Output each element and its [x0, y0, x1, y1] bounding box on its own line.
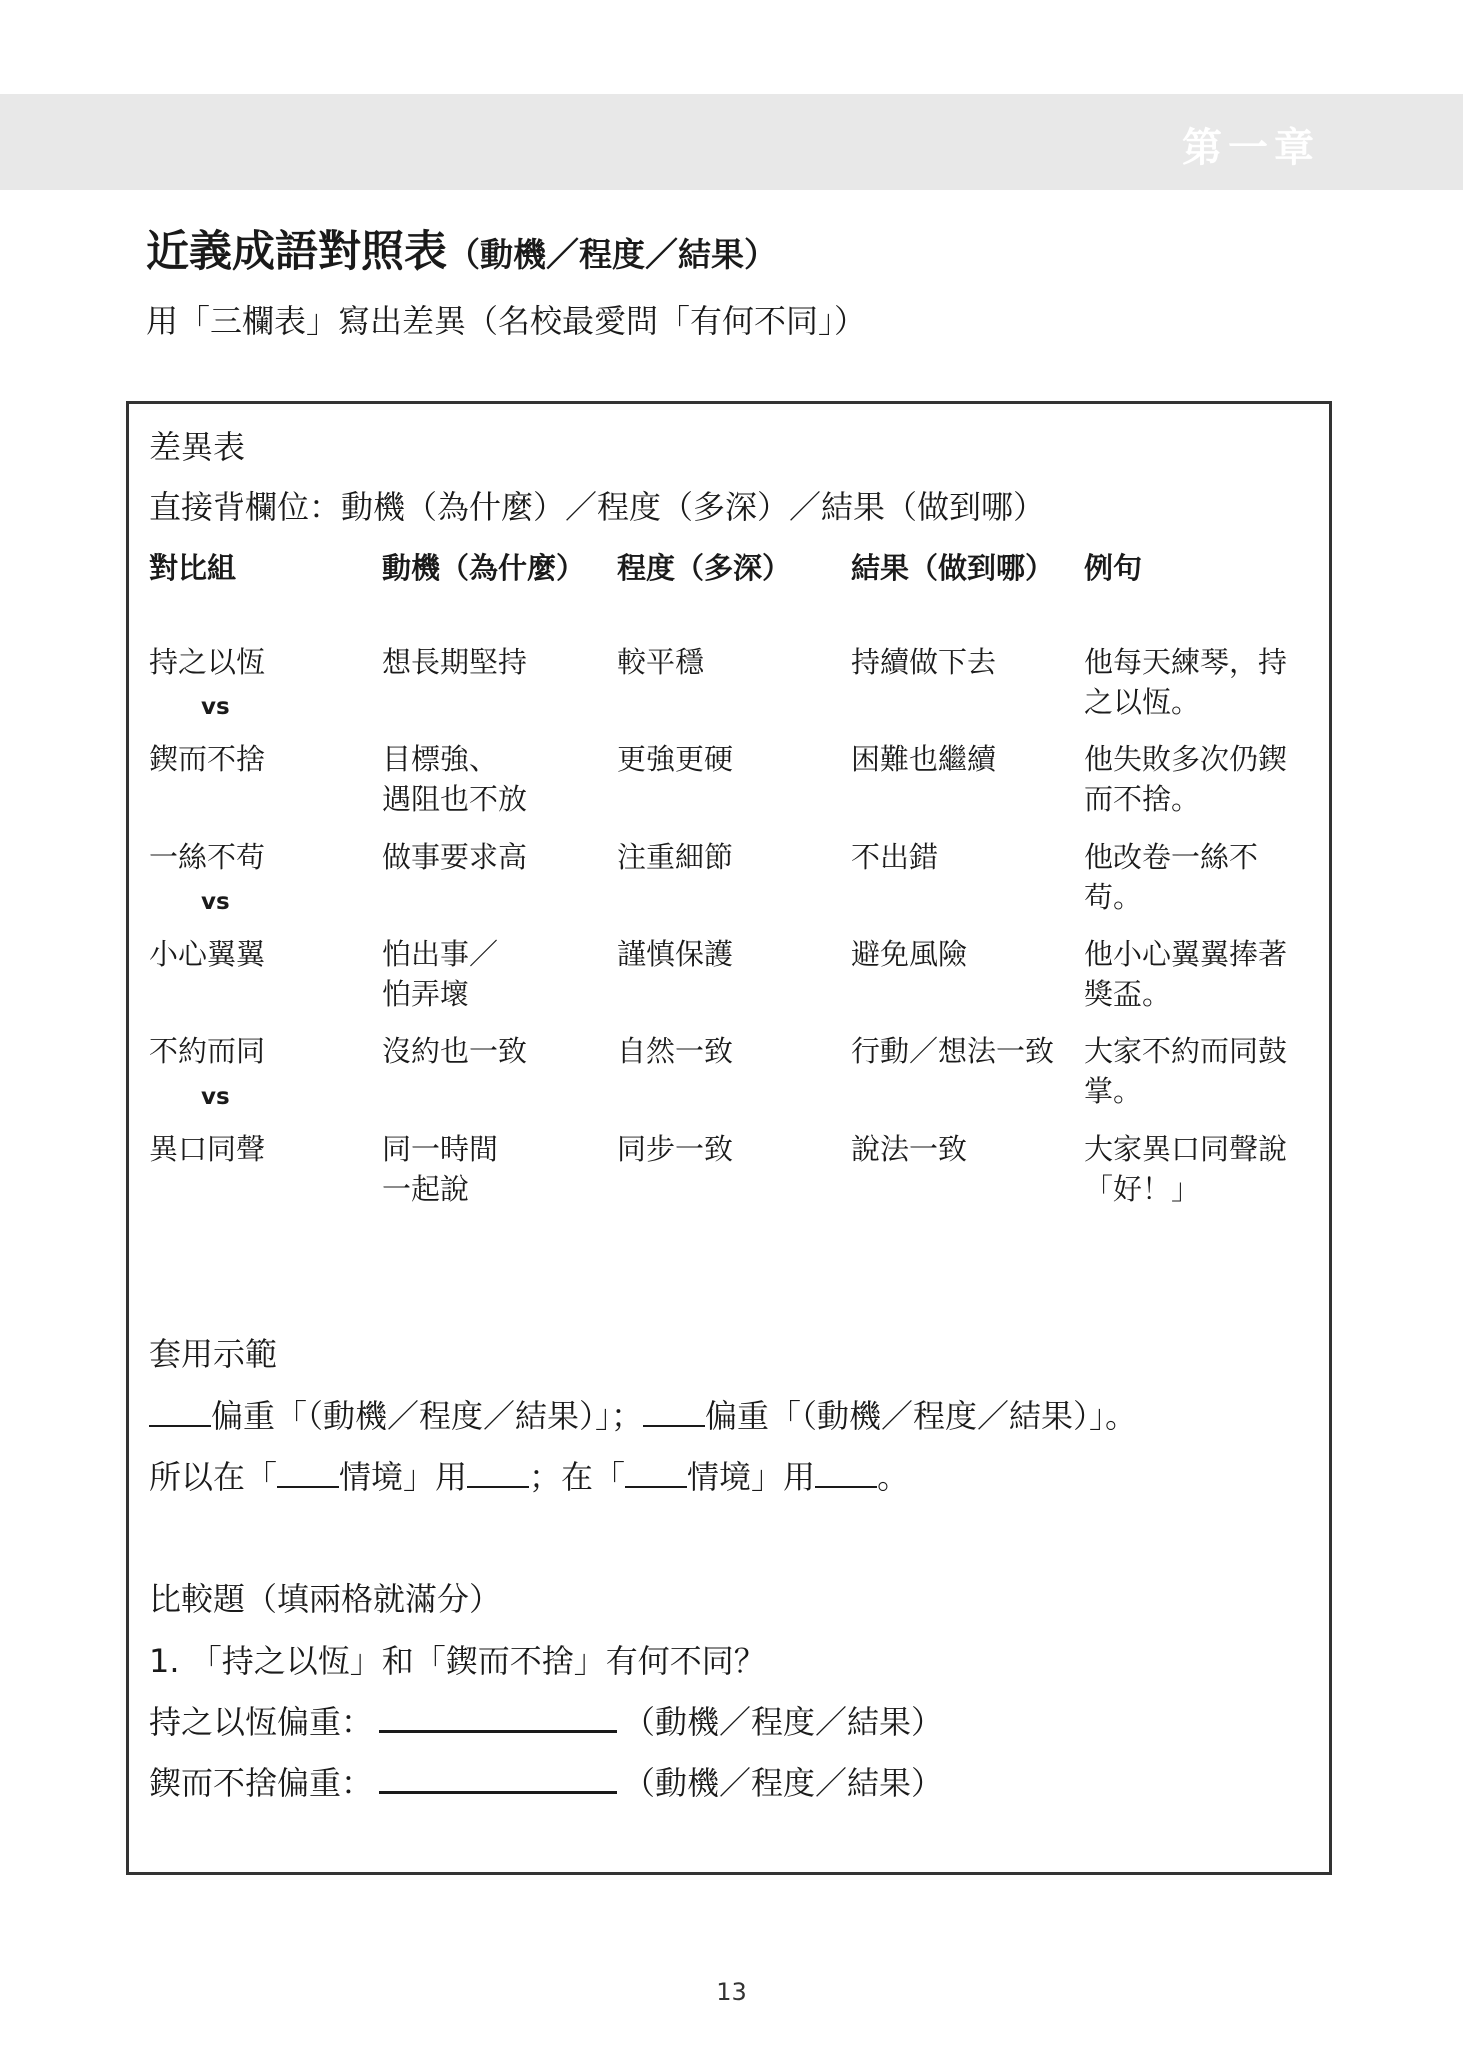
blank-line[interactable]: [625, 1456, 687, 1488]
demo-heading: 套用示範: [149, 1335, 278, 1373]
chapter-header-band: [0, 94, 1463, 190]
demo-line-1: [149, 1391, 1137, 1437]
column-header-example: 例句: [1084, 551, 1143, 585]
vs-label: vs: [201, 889, 230, 915]
row-example: 他失敗多次仍鍥 而不捨。: [1084, 742, 1288, 816]
demo-text: 情境」用: [339, 1458, 468, 1496]
compare-question: 1. 「持之以恆」和「鍥而不捨」有何不同？: [149, 1642, 766, 1680]
row-degree: 同步一致: [617, 1132, 734, 1166]
demo-text: 情境」用: [687, 1458, 816, 1496]
row-idiom: 異口同聲: [149, 1132, 266, 1166]
row-result: 持續做下去: [851, 645, 997, 679]
instruction-text: 直接背欄位：動機（為什麼）／程度（多深）／結果（做到哪）: [149, 488, 1046, 526]
row-motive: 做事要求高: [382, 840, 528, 874]
answer-label: 鍥而不捨偏重：: [149, 1764, 374, 1802]
vs-label: vs: [201, 694, 230, 720]
row-result: 避免風險: [851, 937, 968, 971]
column-header-result: 結果（做到哪）: [851, 551, 1055, 585]
row-degree: 自然一致: [617, 1034, 734, 1068]
blank-line[interactable]: [467, 1456, 529, 1488]
row-motive: 目標強、 遇阻也不放: [382, 742, 528, 816]
chapter-label: 第一章: [1182, 125, 1320, 171]
page-number: 13: [716, 1978, 747, 2006]
page-title-sub: （動機／程度／結果）: [447, 235, 777, 274]
row-example: 他改卷一絲不 苟。: [1084, 840, 1259, 914]
page-title-main: 近義成語對照表: [146, 227, 447, 277]
row-idiom: 鍥而不捨: [149, 742, 266, 776]
demo-text: 。: [877, 1458, 910, 1496]
row-idiom: 一絲不苟: [149, 840, 266, 874]
row-example: 他每天練琴，持 之以恆。: [1084, 645, 1288, 719]
blank-line[interactable]: [815, 1456, 877, 1488]
row-result: 說法一致: [851, 1132, 968, 1166]
row-motive: 想長期堅持: [382, 645, 528, 679]
row-example: 他小心翼翼捧著 獎盃。: [1084, 937, 1288, 1011]
row-degree: 注重細節: [617, 840, 734, 874]
blank-line[interactable]: [643, 1395, 705, 1427]
row-degree: 謹慎保護: [617, 937, 734, 971]
answer-options: （動機／程度／結果）: [623, 1703, 944, 1741]
demo-line-2: [149, 1452, 909, 1498]
row-result: 行動／想法一致: [851, 1034, 1055, 1068]
row-motive: 怕出事／ 怕弄壞: [382, 937, 499, 1011]
row-idiom: 持之以恆: [149, 645, 266, 679]
answer-line-2: [149, 1758, 943, 1804]
answer-field[interactable]: [379, 1761, 617, 1794]
blank-line[interactable]: [277, 1456, 339, 1488]
row-degree: 更強更硬: [617, 742, 734, 776]
row-idiom: 不約而同: [149, 1034, 266, 1068]
column-header-pair: 對比組: [149, 551, 237, 585]
row-example: 大家不約而同鼓 掌。: [1084, 1034, 1288, 1108]
answer-field[interactable]: [379, 1700, 617, 1733]
row-result: 困難也繼續: [851, 742, 997, 776]
demo-text: ；在「: [529, 1458, 626, 1496]
difference-table-box: [126, 401, 1332, 1875]
row-degree: 較平穩: [617, 645, 705, 679]
demo-text: 所以在「: [149, 1458, 278, 1496]
row-idiom: 小心翼翼: [149, 937, 266, 971]
box-heading: 差異表: [149, 428, 246, 466]
answer-label: 持之以恆偏重：: [149, 1703, 374, 1741]
row-result: 不出錯: [851, 840, 939, 874]
demo-text: 偏重「（動機／程度／結果）」；: [211, 1397, 644, 1435]
row-motive: 同一時間 一起說: [382, 1132, 499, 1206]
blank-line[interactable]: [149, 1395, 211, 1427]
vs-label: vs: [201, 1084, 230, 1110]
page-subtitle: 用「三欄表」寫出差異（名校最愛問「有何不同」）: [146, 302, 867, 340]
answer-line-1: [149, 1697, 943, 1743]
row-example: 大家異口同聲說 「好！」: [1084, 1132, 1288, 1206]
compare-heading: 比較題（填兩格就滿分）: [149, 1580, 502, 1618]
answer-options: （動機／程度／結果）: [623, 1764, 944, 1802]
column-header-degree: 程度（多深）: [617, 551, 792, 585]
page-title: [146, 218, 777, 279]
demo-text: 偏重「（動機／程度／結果）」。: [705, 1397, 1138, 1435]
column-header-motive: 動機（為什麼）: [382, 551, 586, 585]
row-motive: 沒約也一致: [382, 1034, 528, 1068]
